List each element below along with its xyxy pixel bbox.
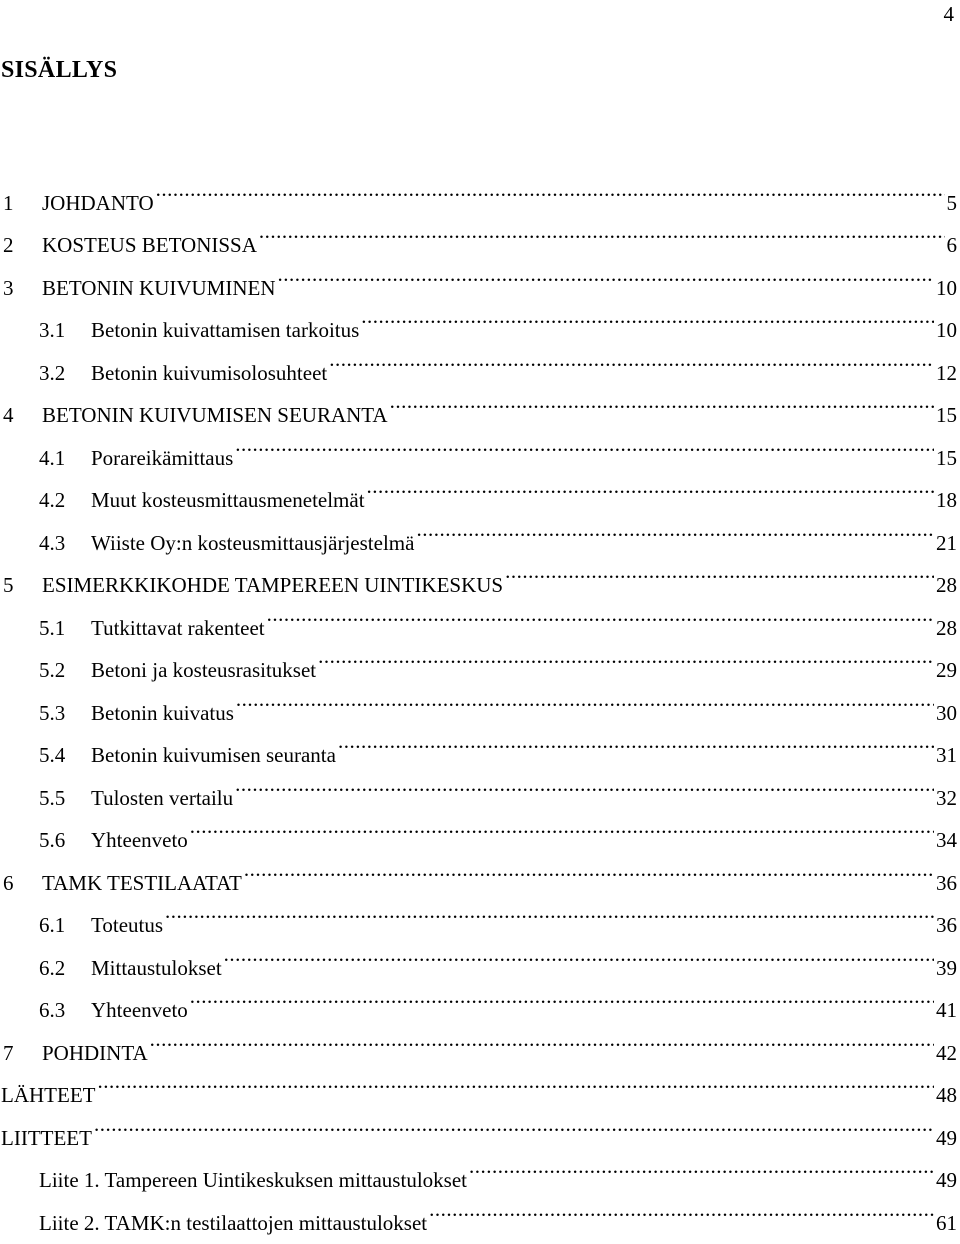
toc-dot-leader	[329, 337, 934, 380]
toc-entry-page: 48	[936, 1074, 960, 1117]
toc-entry-page: 15	[936, 437, 960, 480]
page-number: 4	[944, 2, 955, 27]
toc-entry-title: JOHDANTO	[42, 182, 154, 225]
toc-dot-leader	[267, 592, 934, 635]
toc-dot-leader	[235, 422, 934, 465]
toc-entry-page: 10	[936, 309, 960, 352]
toc-entry-page: 15	[936, 394, 960, 437]
toc-entry-page: 21	[936, 522, 960, 565]
toc-entry-page: 36	[936, 904, 960, 947]
toc-entry-number: 6.2	[0, 947, 91, 990]
toc-entry-page: 42	[936, 1032, 960, 1075]
toc-entry-title: TAMK TESTILAATAT	[42, 862, 242, 905]
toc-entry-number: 5	[0, 564, 42, 607]
toc-entry-number: 3.2	[0, 352, 91, 395]
toc-entry-number: 4.3	[0, 522, 91, 565]
toc-dot-leader	[259, 210, 945, 253]
toc-entry-number: 6.3	[0, 989, 91, 1032]
toc-dot-leader	[156, 167, 945, 210]
toc-entry-title: Yhteenveto	[91, 819, 188, 862]
toc-entry-title: Mittaustulokset	[91, 947, 222, 990]
toc-entry-number: 5.6	[0, 819, 91, 862]
toc-entry[interactable]	[0, 1145, 960, 1188]
toc-entry-page: 49	[936, 1117, 960, 1160]
toc-entry-page: 31	[936, 734, 960, 777]
toc-dot-leader	[190, 805, 934, 848]
toc-entry-page: 32	[936, 777, 960, 820]
toc-entry-number: 5.1	[0, 607, 91, 650]
toc-dot-leader	[390, 380, 934, 423]
toc-entry-number: 3	[0, 267, 42, 310]
toc-dot-leader	[94, 1102, 934, 1145]
toc-entry[interactable]	[0, 167, 960, 210]
toc-entry-title: Betonin kuivatus	[91, 692, 234, 735]
toc-entry-number: 6.1	[0, 904, 91, 947]
toc-entry-number: 2	[0, 224, 42, 267]
toc-entry-page: 5	[947, 182, 960, 225]
toc-entry-title: Wiiste Oy:n kosteusmittausjärjestelmä	[91, 522, 414, 565]
toc-entry-page: 49	[936, 1159, 960, 1202]
toc-entry-page: 28	[936, 607, 960, 650]
toc-entry-title: Tutkittavat rakenteet	[91, 607, 265, 650]
toc-dot-leader	[367, 465, 934, 508]
toc-entry-title: Betoni ja kosteusrasitukset	[91, 649, 316, 692]
toc-entry-number: 5.5	[0, 777, 91, 820]
toc-entry-page: 41	[936, 989, 960, 1032]
toc-entry-title: LÄHTEET	[0, 1074, 95, 1117]
toc-entry-title: Toteutus	[91, 904, 163, 947]
toc-entry-page: 12	[936, 352, 960, 395]
toc-dot-leader	[224, 932, 934, 975]
toc-entry-title: BETONIN KUIVUMISEN SEURANTA	[42, 394, 388, 437]
toc-entry-page: 28	[936, 564, 960, 607]
toc-dot-leader	[236, 677, 934, 720]
toc-entry-number: 3.1	[0, 309, 91, 352]
toc-entry-page: 10	[936, 267, 960, 310]
toc-title: SISÄLLYS	[1, 57, 117, 84]
toc-entry-page: 36	[936, 862, 960, 905]
toc-dot-leader	[429, 1187, 934, 1230]
toc-entry-title: Liite 2. TAMK:n testilaattojen mittaustulokset	[0, 1202, 427, 1244]
toc-entry[interactable]	[0, 1102, 960, 1145]
toc-dot-leader	[469, 1145, 934, 1188]
toc-entry-number: 4.1	[0, 437, 91, 480]
toc-entry-title: Betonin kuivattamisen tarkoitus	[91, 309, 359, 352]
toc-dot-leader	[338, 720, 934, 763]
toc-dot-leader	[278, 252, 934, 295]
toc-dot-leader	[235, 762, 934, 805]
toc-entry-number: 5.2	[0, 649, 91, 692]
toc-entry-number: 6	[0, 862, 42, 905]
toc-entry-number: 5.4	[0, 734, 91, 777]
toc-dot-leader	[244, 847, 934, 890]
toc-entry-title: KOSTEUS BETONISSA	[42, 224, 257, 267]
toc-entry-page: 34	[936, 819, 960, 862]
toc-entry-title: ESIMERKKIKOHDE TAMPEREEN UINTIKESKUS	[42, 564, 503, 607]
toc-entry-page: 30	[936, 692, 960, 735]
toc-entry-number: 5.3	[0, 692, 91, 735]
toc-entry[interactable]	[0, 1060, 960, 1103]
toc-entry-title: Betonin kuivumisolosuhteet	[91, 352, 327, 395]
toc-dot-leader	[190, 975, 934, 1018]
toc-dot-leader	[318, 635, 934, 678]
toc-entry-page: 39	[936, 947, 960, 990]
toc-entry-title: Betonin kuivumisen seuranta	[91, 734, 336, 777]
toc-entry-title: Porareikämittaus	[91, 437, 233, 480]
toc-entry-page: 18	[936, 479, 960, 522]
toc-entry-title: BETONIN KUIVUMINEN	[42, 267, 276, 310]
toc-entry-title: Muut kosteusmittausmenetelmät	[91, 479, 365, 522]
toc-dot-leader	[150, 1017, 934, 1060]
toc-entry-number: 7	[0, 1032, 42, 1075]
toc-dot-leader	[97, 1060, 934, 1103]
toc-entry-title: POHDINTA	[42, 1032, 148, 1075]
toc-entry-title: Yhteenveto	[91, 989, 188, 1032]
toc-entry-page: 6	[947, 224, 960, 267]
toc-entry-title: Liite 1. Tampereen Uintikeskuksen mittaustulokset	[0, 1159, 467, 1202]
table-of-contents	[0, 167, 960, 1230]
toc-dot-leader	[165, 890, 934, 933]
toc-entry-number: 1	[0, 182, 42, 225]
toc-entry-title: Tulosten vertailu	[91, 777, 233, 820]
toc-entry-number: 4	[0, 394, 42, 437]
toc-dot-leader	[361, 295, 934, 338]
toc-entry-title: LIITTEET	[0, 1117, 92, 1160]
toc-entry-page: 61	[936, 1202, 960, 1244]
toc-entry-page: 29	[936, 649, 960, 692]
toc-dot-leader	[416, 507, 934, 550]
toc-dot-leader	[505, 550, 934, 593]
toc-entry-number: 4.2	[0, 479, 91, 522]
